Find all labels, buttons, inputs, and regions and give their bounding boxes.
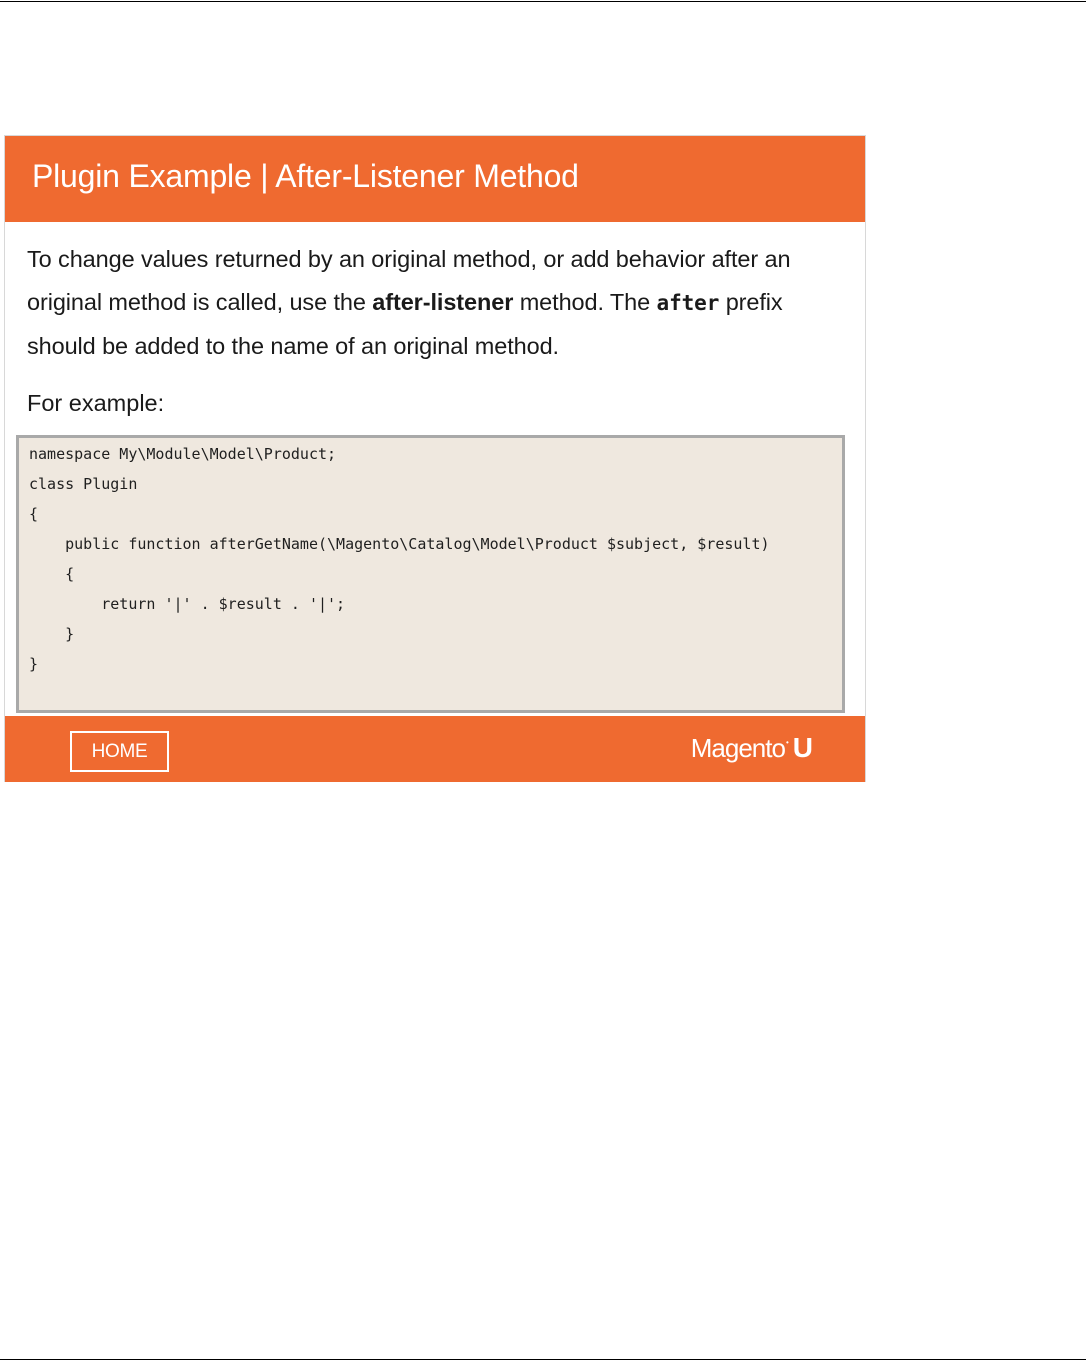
code-line: public function afterGetName(\Magento\Catalog\Model\Product $subject, $result) — [29, 535, 770, 553]
intro-paragraph — [27, 238, 842, 368]
intro-text-3: prefix should be added to the name of an original method. — [27, 289, 783, 359]
intro-code-term: after — [656, 291, 720, 315]
example-label: For example: — [27, 390, 165, 416]
code-line: { — [29, 505, 39, 523]
code-line: { — [29, 565, 75, 583]
logo-trademark-mark: • — [785, 738, 789, 747]
page-top-rule — [0, 1, 1086, 2]
code-line: } — [29, 655, 39, 673]
code-line: return '|' . $result . '|'; — [29, 595, 346, 613]
slide-header — [5, 136, 865, 222]
intro-text-2: method. The — [513, 289, 657, 315]
page-bottom-rule — [0, 1359, 1086, 1360]
slide-footer — [5, 716, 865, 782]
intro-text-1: To change values returned by an original method, or add behavior after an original method is called, use the — [27, 246, 791, 315]
code-line: namespace My\Module\Model\Product; — [29, 445, 337, 463]
home-button[interactable]: HOME — [70, 731, 169, 772]
code-block — [16, 435, 845, 713]
intro-bold-term: after-listener — [372, 289, 514, 315]
code-line: class Plugin — [29, 475, 138, 493]
code-line: } — [29, 625, 75, 643]
slide — [4, 135, 866, 782]
logo-word: Magento — [690, 733, 785, 763]
magento-u-logo — [691, 732, 813, 764]
slide-title: Plugin Example | After-Listener Method — [32, 158, 579, 194]
logo-mark: U — [792, 732, 813, 763]
